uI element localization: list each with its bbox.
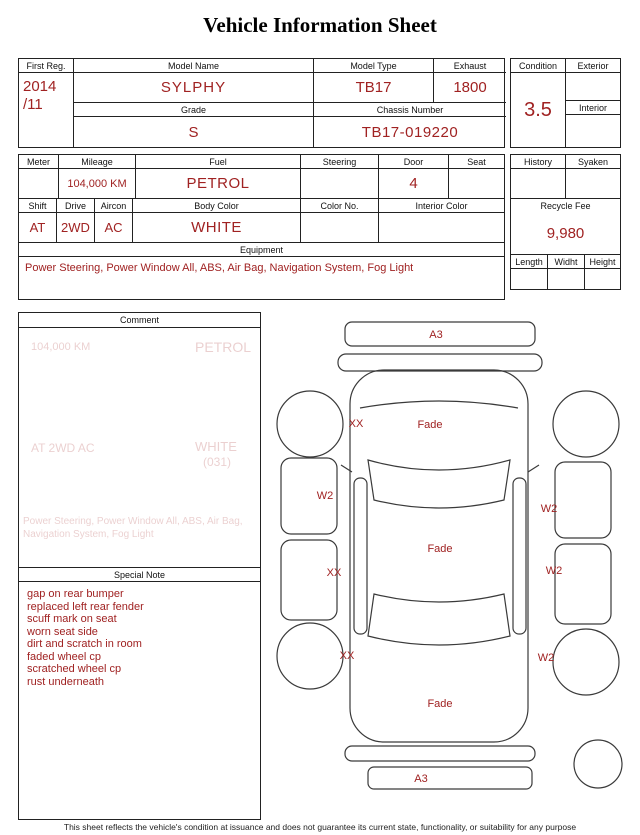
mark-fade-hood: Fade (417, 419, 443, 431)
rear-bumper-strip (345, 746, 535, 761)
front-bumper-strip (338, 354, 542, 371)
equipment-label: Equipment (19, 243, 504, 257)
wheel-rear-right (553, 629, 619, 695)
mark-fade-roof: Fade (427, 543, 453, 555)
right-sill (513, 478, 526, 634)
ghost-text: AT 2WD AC (31, 441, 95, 455)
width-value (548, 269, 585, 289)
interior-label: Interior (566, 101, 620, 115)
equipment-value: Power Steering, Power Window All, ABS, Air Bag, Navigation System, Fog Light (25, 262, 414, 274)
syaken-label: Syaken (566, 155, 620, 169)
drive-value: 2WD (57, 213, 95, 243)
model-name-label: Model Name (74, 59, 314, 73)
interior-color-value (379, 213, 504, 243)
rear-roof-strip (368, 767, 532, 789)
height-label: Height (585, 255, 620, 269)
special-note-box (18, 567, 261, 820)
mileage-label: Mileage (59, 155, 136, 169)
first-reg-label: First Reg. (19, 59, 74, 73)
history-label: History (511, 155, 566, 169)
special-note-item: worn seat side (27, 625, 98, 638)
interior-value (566, 115, 620, 147)
fuel-label: Fuel (136, 155, 301, 169)
special-note-item: faded wheel cp (27, 650, 101, 663)
ghost-text: PETROL (195, 339, 252, 355)
mark-xx-front-left-fender: XX (348, 418, 364, 430)
mark-a3-front: A3 (429, 329, 443, 341)
mark-a3-rear: A3 (414, 773, 428, 785)
right-front-door-panel (555, 462, 611, 538)
ghost-text: Navigation System, Fog Light (23, 529, 154, 540)
wheel-front-right (553, 391, 619, 457)
wheel-rear-left (277, 623, 343, 689)
mileage-value: 104,000 KM (59, 169, 136, 199)
exterior-label: Exterior (566, 59, 620, 73)
special-note-item: replaced left rear fender (27, 600, 144, 613)
shift-label: Shift (19, 199, 57, 213)
car-diagram (268, 312, 640, 804)
grade-label: Grade (74, 103, 314, 117)
body-color-value: WHITE (133, 213, 301, 243)
right-rear-door-panel (555, 544, 611, 624)
length-label: Length (511, 255, 548, 269)
aircon-value: AC (95, 213, 133, 243)
special-note-item: scratched wheel cp (27, 663, 122, 675)
exterior-value (566, 73, 620, 101)
drive-label: Drive (57, 199, 95, 213)
first-reg-value (19, 73, 74, 147)
special-note-item: rust underneath (27, 675, 105, 688)
special-note-item: dirt and scratch in room (27, 638, 142, 650)
mark-w2-left-front-door: W2 (316, 490, 334, 502)
special-note-header: Special Note (19, 568, 260, 582)
height-value (585, 269, 620, 289)
seat-value (449, 169, 504, 199)
width-label: Widht (548, 255, 585, 269)
door-value: 4 (379, 169, 449, 199)
special-note-item: gap on rear bumper (27, 588, 124, 600)
page-title: Vehicle Information Sheet (203, 13, 437, 37)
aircon-label: Aircon (95, 199, 133, 213)
hood-line (360, 401, 518, 408)
vehicle-info-table (18, 58, 505, 148)
left-rear-door-panel (281, 540, 337, 620)
shift-value: AT (19, 213, 57, 243)
recycle-fee-label: Recycle Fee (540, 201, 591, 211)
condition-table (510, 58, 621, 148)
condition-value: 3.5 (511, 73, 566, 147)
model-type-value: TB17 (314, 73, 434, 103)
mark-xx-left-rear-door: XX (326, 567, 342, 579)
mark-w2-right-rear-fender: W2 (537, 652, 555, 664)
syaken-value (566, 169, 620, 199)
meter-label: Meter (19, 155, 59, 169)
chassis-number-label: Chassis Number (314, 103, 506, 117)
model-name-value: SYLPHY (74, 73, 314, 103)
first-reg-year: 2014 (23, 78, 57, 95)
length-value (511, 269, 548, 289)
history-value (511, 169, 566, 199)
details-table (18, 154, 505, 300)
ghost-text: 104,000 KM (31, 341, 91, 353)
meter-value (19, 169, 59, 199)
fuel-value: PETROL (136, 169, 301, 199)
model-type-label: Model Type (314, 59, 434, 73)
mark-fade-trunk: Fade (427, 698, 453, 710)
comment-header: Comment (19, 313, 260, 328)
interior-color-label: Interior Color (379, 199, 504, 213)
left-sill (354, 478, 367, 634)
windshield (368, 460, 510, 508)
body-color-label: Body Color (133, 199, 301, 213)
ghost-text: (031) (203, 455, 232, 469)
rear-window (368, 594, 510, 645)
ghost-text: Power Steering, Power Window All, ABS, Air Bag, (23, 516, 243, 527)
comment-box (18, 312, 261, 568)
spare-tire (574, 740, 622, 788)
color-no-value (301, 213, 379, 243)
first-reg-month: /11 (23, 96, 43, 113)
steering-label: Steering (301, 155, 379, 169)
seat-label: Seat (449, 155, 504, 169)
door-label: Door (379, 155, 449, 169)
grade-value: S (74, 117, 314, 147)
special-note-item: scuff mark on seat (27, 613, 117, 625)
mark-xx-left-rear-fender: XX (339, 650, 355, 662)
disclaimer-text: This sheet reflects the vehicle's condition at issuance and does not guarantee its current state, functionality, or suitability for any purpose (63, 822, 577, 832)
recycle-fee-value: 9,980 (511, 213, 620, 255)
condition-label: Condition (511, 59, 566, 73)
ghost-text: WHITE (195, 439, 237, 454)
exhaust-value: 1800 (434, 73, 506, 103)
mark-w2-right-front-door: W2 (540, 503, 558, 515)
steering-value (301, 169, 379, 199)
exhaust-label: Exhaust (434, 59, 506, 73)
wheel-front-left (277, 391, 343, 457)
history-table (510, 154, 621, 290)
mark-w2-right-rear-door: W2 (545, 565, 563, 577)
color-no-label: Color No. (301, 199, 379, 213)
special-note-list (27, 588, 256, 688)
chassis-number-value: TB17-019220 (361, 123, 459, 141)
